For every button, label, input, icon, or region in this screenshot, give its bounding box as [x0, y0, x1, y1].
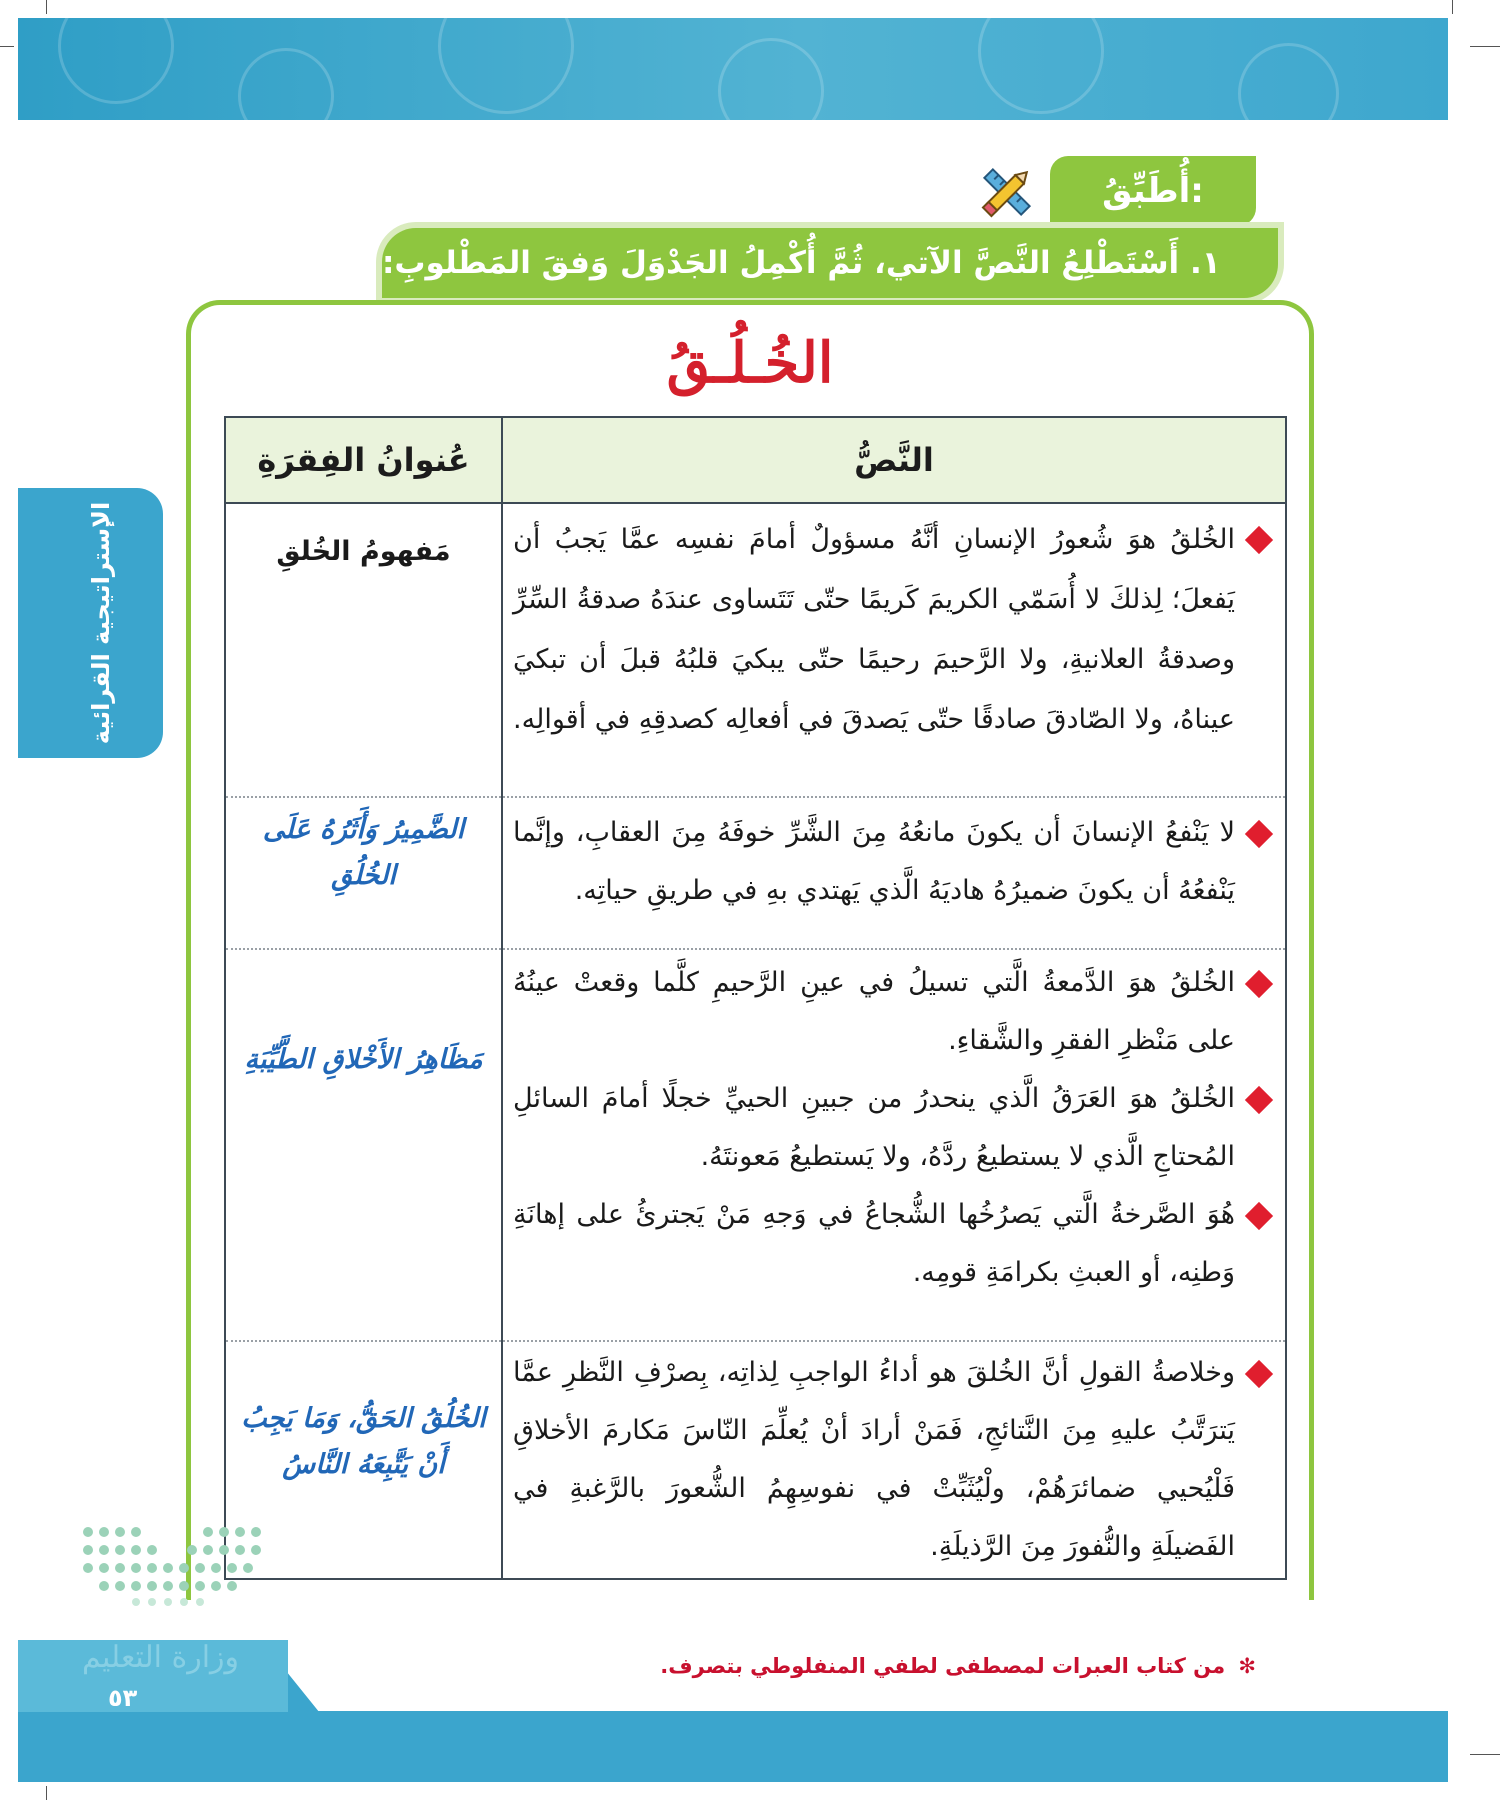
asterisk-icon: ✻ — [1238, 1654, 1256, 1678]
crop-mark — [0, 46, 14, 47]
title-cell — [226, 1030, 501, 1090]
top-banner — [18, 18, 1448, 120]
pencil-ruler-icon — [975, 160, 1039, 224]
paragraph-title: مَفهومُ الخُلقِ — [276, 536, 451, 567]
ministry-logo-icon — [78, 1520, 268, 1610]
table-row — [226, 502, 1285, 798]
table-row — [226, 798, 1285, 950]
paragraph-table — [224, 416, 1287, 1580]
paragraph-text: هُوَ الصَّرخةُ الَّتي يَصرُخُها الشُّجاعُ في وَجهِ مَنْ يَجترئُ على إهانَةِ وَطنِه، أو العبثِ بكرامَةِ قومِه. — [513, 1199, 1235, 1288]
table-row — [226, 1342, 1285, 1580]
paragraph — [513, 1070, 1273, 1186]
text-cell — [513, 954, 1273, 1302]
footnote-text: من كتاب العبرات لمصطفى لطفي المنفلوطي بتصرف. — [660, 1654, 1226, 1678]
table-row — [226, 950, 1285, 1342]
instruction-text: ١. أَسْتَطْلِعُ النَّصَّ الآتي، ثُمَّ أُكْمِلُ الجَدْوَلَ وَفقَ المَطْلوبِ: — [382, 245, 1221, 281]
decorative-circle — [1238, 43, 1339, 120]
paragraph-text: الخُلقُ هوَ الدَّمعةُ الَّتي تسيلُ في عينِ الرَّحيمِ كلَّما وقعتْ عينُهُ على مَنْظرِ الفقرِ والشَّقاءِ. — [513, 967, 1235, 1056]
text-cell — [513, 804, 1273, 920]
paragraph-text: وخلاصةُ القولِ أنَّ الخُلقَ هو أداءُ الواجبِ لِذاتِه، بِصرْفِ النَّظرِ عمَّا يَترَتَّبُ عليهِ مِنَ النَّتائجِ، فَمَنْ أرادَ أنْ يُعلِّمَ النّاسَ مَكارمَ الأخلاقِ فَلْيُحيي ضمائرَهُمْ، ولْيُثَبِّتْ في نفوسِهِمُ الشُّعورَ بالرَّغبةِ في الفَضيلَةِ والنُّفورَ مِنَ الرَّذيلَةِ. — [513, 1357, 1235, 1562]
text-cell — [513, 1344, 1273, 1576]
paragraph — [513, 510, 1273, 750]
ministry-name: وزارة التعليم — [82, 1640, 240, 1675]
section-side-tab-label: الإستراتيجية القرائية — [87, 501, 115, 745]
title-cell — [226, 502, 501, 602]
instruction-bar — [382, 228, 1278, 298]
table-header — [226, 418, 1285, 504]
crop-mark — [46, 1786, 47, 1800]
text-cell — [513, 510, 1273, 750]
red-diamond-bullet-icon — [1245, 526, 1273, 554]
red-diamond-bullet-icon — [1245, 970, 1273, 998]
page-title: الخُـلُـقُ — [666, 330, 834, 396]
crop-mark — [1470, 1754, 1500, 1755]
paragraph-title: مَظَاهِرُ الأَخْلاقِ الطَّيِّبَةِ — [244, 1044, 483, 1075]
red-diamond-bullet-icon — [1245, 1360, 1273, 1388]
paragraph-title: الضَّمِيرُ وَأَثَرُهُ عَلَى الخُلُقِ — [262, 814, 465, 891]
red-diamond-bullet-icon — [1245, 1202, 1273, 1230]
paragraph — [513, 1344, 1273, 1576]
title-cell — [226, 1392, 501, 1492]
paragraph-text: لا يَنْفعُ الإنسانَ أن يكونَ مانعُهُ مِنَ الشَّرِّ خوفَهُ مِنَ العقابِ، وإنَّما يَنْفعُهُ أن يكونَ ضميرُهُ هاديَهُ الَّذي يَهتدي بهِ في طريقِ حياتِه. — [513, 817, 1235, 906]
paragraph — [513, 804, 1273, 920]
title-cell — [226, 798, 501, 908]
apply-label: أُطَبِّقُ: — [1050, 156, 1256, 226]
red-diamond-bullet-icon — [1245, 1086, 1273, 1114]
paragraph — [513, 954, 1273, 1070]
decorative-circle — [438, 18, 574, 114]
red-diamond-bullet-icon — [1245, 820, 1273, 848]
paragraph-text: الخُلقُ هوَ العَرَقُ الَّذي ينحدرُ من جبينِ الحييِّ خجلًا أمامَ السائلِ المُحتاجِ الَّذي لا يستطيعُ ردَّهُ، ولا يَستطيعُ مَعونتَهُ. — [513, 1083, 1235, 1172]
crop-mark — [1470, 46, 1500, 47]
decorative-circle — [238, 48, 334, 120]
crop-mark — [1452, 0, 1453, 14]
crop-mark — [46, 0, 47, 14]
source-footnote — [660, 1654, 1256, 1678]
column-header-title: عُنوانُ الفِقرَةِ — [257, 441, 470, 479]
decorative-circle — [718, 38, 824, 120]
paragraph-title: الخُلُقُ الحَقُّ، وَمَا يَجِبُ أَنْ يَتَّبِعَهُ النَّاسُ — [241, 1403, 486, 1480]
page-number: ٥٣ — [108, 1684, 138, 1712]
decorative-circle — [58, 18, 174, 104]
column-header-text: النَّصُّ — [854, 441, 934, 479]
paragraph-text: الخُلقُ هوَ شُعورُ الإنسانِ أنَّهُ مسؤولٌ أمامَ نفسِه عمَّا يَجبُ أن يَفعلَ؛ لِذلكَ لا أُسَمّي الكريمَ كَريمًا حتّى تَتَساوى عندَهُ صدقةُ السِّرِّ وصدقةُ العلانيةِ، ولا الرَّحيمَ رحيمًا حتّى يبكيَ قلبُهُ قبلَ أن تبكيَ عيناهُ، ولا الصّادقَ صادقًا حتّى يَصدقَ في أفعالِه كصدقِهِ في أقوالِه. — [513, 524, 1235, 735]
paragraph — [513, 1186, 1273, 1302]
decorative-circle — [978, 18, 1104, 114]
